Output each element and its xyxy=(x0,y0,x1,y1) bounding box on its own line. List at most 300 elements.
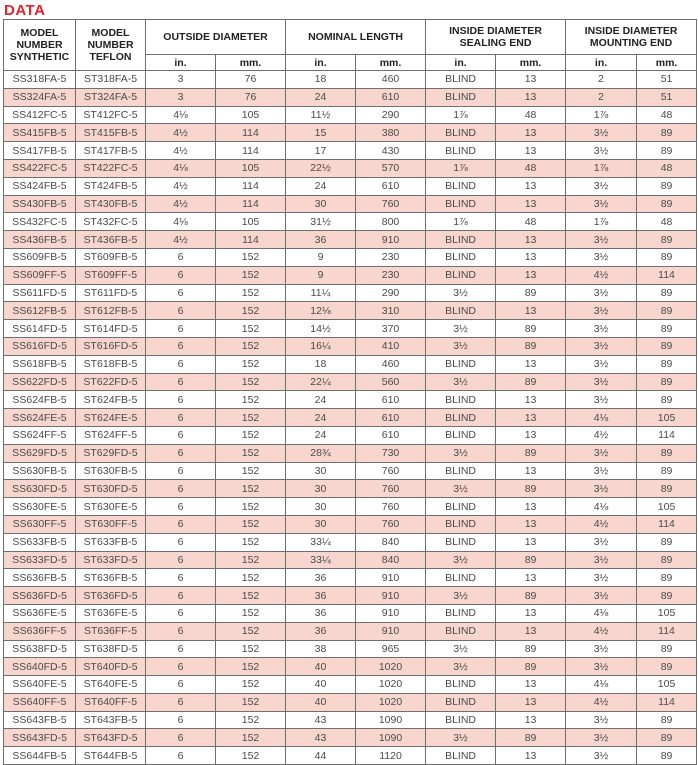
cell-model-teflon: ST436FB-5 xyxy=(76,231,146,249)
cell-od-mm: 152 xyxy=(216,355,286,373)
cell-model-synthetic: SS630FD-5 xyxy=(4,480,76,498)
cell-od-mm: 152 xyxy=(216,462,286,480)
cell-id-mounting-in: 3½ xyxy=(566,142,637,160)
cell-od-in: 6 xyxy=(146,533,216,551)
cell-model-teflon: ST640FD-5 xyxy=(76,658,146,676)
cell-id-mounting-in: 4⅛ xyxy=(566,676,637,694)
cell-length-in: 17 xyxy=(286,142,356,160)
cell-model-teflon: ST636FE-5 xyxy=(76,604,146,622)
table-row xyxy=(4,480,697,498)
cell-id-mounting-in: 3½ xyxy=(566,444,637,462)
cell-id-sealing-in: 3½ xyxy=(426,337,496,355)
cell-od-mm: 152 xyxy=(216,747,286,765)
cell-id-sealing-mm: 89 xyxy=(496,658,566,676)
cell-length-mm: 760 xyxy=(356,195,426,213)
cell-od-mm: 152 xyxy=(216,622,286,640)
cell-od-in: 6 xyxy=(146,587,216,605)
cell-id-sealing-mm: 13 xyxy=(496,142,566,160)
cell-id-mounting-mm: 89 xyxy=(637,124,697,142)
cell-length-mm: 1020 xyxy=(356,693,426,711)
cell-length-mm: 560 xyxy=(356,373,426,391)
cell-od-mm: 152 xyxy=(216,658,286,676)
cell-id-sealing-mm: 89 xyxy=(496,587,566,605)
cell-model-teflon: ST618FB-5 xyxy=(76,355,146,373)
cell-length-in: 36 xyxy=(286,587,356,605)
cell-model-teflon: ST624FF-5 xyxy=(76,426,146,444)
cell-id-sealing-mm: 13 xyxy=(496,622,566,640)
cell-length-mm: 1020 xyxy=(356,658,426,676)
data-table xyxy=(3,19,697,765)
cell-id-mounting-in: 3½ xyxy=(566,391,637,409)
cell-length-mm: 610 xyxy=(356,409,426,427)
cell-od-in: 6 xyxy=(146,391,216,409)
table-row xyxy=(4,498,697,516)
cell-model-synthetic: SS436FB-5 xyxy=(4,231,76,249)
cell-model-synthetic: SS644FB-5 xyxy=(4,747,76,765)
cell-length-in: 12⅛ xyxy=(286,302,356,320)
cell-id-mounting-in: 3½ xyxy=(566,302,637,320)
cell-model-synthetic: SS609FF-5 xyxy=(4,266,76,284)
cell-length-in: 30 xyxy=(286,195,356,213)
cell-od-in: 4½ xyxy=(146,195,216,213)
cell-model-synthetic: SS417FB-5 xyxy=(4,142,76,160)
unit-mm: mm. xyxy=(216,55,286,71)
cell-id-mounting-mm: 48 xyxy=(637,106,697,124)
cell-od-mm: 152 xyxy=(216,444,286,462)
table-row xyxy=(4,711,697,729)
cell-id-sealing-in: BLIND xyxy=(426,88,496,106)
cell-od-mm: 114 xyxy=(216,231,286,249)
cell-model-teflon: ST629FD-5 xyxy=(76,444,146,462)
table-row xyxy=(4,462,697,480)
cell-model-synthetic: SS422FC-5 xyxy=(4,159,76,177)
cell-id-mounting-mm: 89 xyxy=(637,337,697,355)
table-row xyxy=(4,747,697,765)
cell-model-synthetic: SS609FB-5 xyxy=(4,248,76,266)
cell-length-in: 33¼ xyxy=(286,551,356,569)
cell-model-synthetic: SS616FD-5 xyxy=(4,337,76,355)
cell-od-mm: 105 xyxy=(216,106,286,124)
cell-length-in: 15 xyxy=(286,124,356,142)
cell-id-mounting-mm: 89 xyxy=(637,320,697,338)
cell-length-mm: 230 xyxy=(356,248,426,266)
cell-id-mounting-mm: 89 xyxy=(637,480,697,498)
unit-in: in. xyxy=(426,55,496,71)
cell-length-mm: 840 xyxy=(356,551,426,569)
cell-id-sealing-in: 3½ xyxy=(426,444,496,462)
cell-model-teflon: ST640FE-5 xyxy=(76,676,146,694)
cell-od-in: 6 xyxy=(146,320,216,338)
cell-id-mounting-mm: 89 xyxy=(637,711,697,729)
cell-id-mounting-mm: 89 xyxy=(637,533,697,551)
cell-model-synthetic: SS630FF-5 xyxy=(4,515,76,533)
cell-od-in: 4½ xyxy=(146,231,216,249)
cell-od-mm: 152 xyxy=(216,533,286,551)
cell-length-in: 36 xyxy=(286,622,356,640)
cell-model-teflon: ST633FD-5 xyxy=(76,551,146,569)
cell-od-in: 6 xyxy=(146,622,216,640)
cell-id-sealing-in: 1⅞ xyxy=(426,106,496,124)
cell-id-mounting-mm: 89 xyxy=(637,729,697,747)
cell-id-sealing-in: 3½ xyxy=(426,373,496,391)
cell-id-mounting-in: 3½ xyxy=(566,195,637,213)
table-row xyxy=(4,676,697,694)
cell-id-sealing-in: BLIND xyxy=(426,693,496,711)
cell-id-mounting-mm: 105 xyxy=(637,604,697,622)
cell-id-mounting-mm: 89 xyxy=(637,302,697,320)
cell-length-mm: 910 xyxy=(356,231,426,249)
cell-id-mounting-in: 3½ xyxy=(566,587,637,605)
cell-od-in: 6 xyxy=(146,462,216,480)
cell-model-synthetic: SS412FC-5 xyxy=(4,106,76,124)
cell-model-synthetic: SS630FB-5 xyxy=(4,462,76,480)
cell-id-mounting-in: 3½ xyxy=(566,177,637,195)
cell-id-sealing-mm: 89 xyxy=(496,729,566,747)
table-row xyxy=(4,355,697,373)
cell-id-sealing-mm: 48 xyxy=(496,159,566,177)
cell-od-in: 3 xyxy=(146,88,216,106)
cell-od-in: 4½ xyxy=(146,124,216,142)
cell-id-sealing-in: BLIND xyxy=(426,515,496,533)
cell-id-sealing-mm: 13 xyxy=(496,124,566,142)
cell-model-synthetic: SS624FE-5 xyxy=(4,409,76,427)
cell-od-mm: 152 xyxy=(216,515,286,533)
cell-od-in: 6 xyxy=(146,551,216,569)
cell-length-mm: 730 xyxy=(356,444,426,462)
cell-id-mounting-in: 3½ xyxy=(566,124,637,142)
cell-id-mounting-in: 1⅞ xyxy=(566,159,637,177)
cell-id-mounting-mm: 51 xyxy=(637,71,697,89)
table-row xyxy=(4,320,697,338)
cell-length-in: 36 xyxy=(286,569,356,587)
cell-od-in: 6 xyxy=(146,373,216,391)
cell-length-in: 40 xyxy=(286,658,356,676)
cell-model-teflon: ST415FB-5 xyxy=(76,124,146,142)
cell-model-teflon: ST630FD-5 xyxy=(76,480,146,498)
cell-od-mm: 114 xyxy=(216,195,286,213)
cell-length-in: 36 xyxy=(286,604,356,622)
table-row xyxy=(4,142,697,160)
cell-id-sealing-in: BLIND xyxy=(426,498,496,516)
cell-model-synthetic: SS324FA-5 xyxy=(4,88,76,106)
cell-length-in: 22½ xyxy=(286,159,356,177)
cell-id-mounting-mm: 89 xyxy=(637,658,697,676)
cell-id-mounting-mm: 48 xyxy=(637,213,697,231)
table-row xyxy=(4,391,697,409)
cell-od-in: 6 xyxy=(146,355,216,373)
cell-model-teflon: ST624FB-5 xyxy=(76,391,146,409)
table-row xyxy=(4,284,697,302)
table-row xyxy=(4,729,697,747)
cell-model-synthetic: SS640FF-5 xyxy=(4,693,76,711)
cell-id-sealing-in: BLIND xyxy=(426,569,496,587)
cell-od-in: 6 xyxy=(146,337,216,355)
cell-model-teflon: ST643FD-5 xyxy=(76,729,146,747)
cell-model-teflon: ST611FD-5 xyxy=(76,284,146,302)
cell-id-sealing-mm: 13 xyxy=(496,676,566,694)
cell-model-teflon: ST609FF-5 xyxy=(76,266,146,284)
table-row xyxy=(4,569,697,587)
cell-id-mounting-in: 4⅛ xyxy=(566,604,637,622)
cell-model-teflon: ST430FB-5 xyxy=(76,195,146,213)
cell-id-sealing-in: BLIND xyxy=(426,676,496,694)
cell-model-synthetic: SS424FB-5 xyxy=(4,177,76,195)
cell-id-mounting-mm: 105 xyxy=(637,409,697,427)
cell-model-teflon: ST630FB-5 xyxy=(76,462,146,480)
table-row xyxy=(4,302,697,320)
cell-od-mm: 152 xyxy=(216,729,286,747)
cell-id-mounting-mm: 51 xyxy=(637,88,697,106)
cell-id-sealing-mm: 13 xyxy=(496,302,566,320)
cell-od-mm: 114 xyxy=(216,142,286,160)
cell-model-teflon: ST624FE-5 xyxy=(76,409,146,427)
cell-length-mm: 430 xyxy=(356,142,426,160)
cell-model-teflon: ST644FB-5 xyxy=(76,747,146,765)
cell-id-sealing-in: BLIND xyxy=(426,622,496,640)
cell-od-mm: 152 xyxy=(216,391,286,409)
cell-model-synthetic: SS636FB-5 xyxy=(4,569,76,587)
cell-length-in: 40 xyxy=(286,693,356,711)
cell-model-synthetic: SS633FD-5 xyxy=(4,551,76,569)
cell-id-mounting-in: 3½ xyxy=(566,711,637,729)
cell-id-sealing-in: 3½ xyxy=(426,640,496,658)
cell-model-teflon: ST640FF-5 xyxy=(76,693,146,711)
table-row xyxy=(4,248,697,266)
cell-id-sealing-mm: 13 xyxy=(496,355,566,373)
cell-id-sealing-in: BLIND xyxy=(426,711,496,729)
cell-model-synthetic: SS643FD-5 xyxy=(4,729,76,747)
cell-od-in: 6 xyxy=(146,747,216,765)
cell-length-mm: 965 xyxy=(356,640,426,658)
table-row xyxy=(4,587,697,605)
table-row xyxy=(4,159,697,177)
cell-length-mm: 460 xyxy=(356,71,426,89)
cell-model-teflon: ST622FD-5 xyxy=(76,373,146,391)
cell-id-sealing-mm: 13 xyxy=(496,71,566,89)
cell-length-in: 30 xyxy=(286,480,356,498)
cell-od-mm: 152 xyxy=(216,320,286,338)
cell-id-mounting-mm: 105 xyxy=(637,676,697,694)
cell-length-mm: 910 xyxy=(356,622,426,640)
cell-od-mm: 152 xyxy=(216,640,286,658)
cell-id-mounting-mm: 89 xyxy=(637,355,697,373)
cell-id-sealing-mm: 89 xyxy=(496,640,566,658)
header-model-teflon: MODEL NUMBER TEFLON xyxy=(76,20,146,71)
cell-id-mounting-mm: 114 xyxy=(637,426,697,444)
cell-length-mm: 610 xyxy=(356,426,426,444)
cell-id-sealing-mm: 13 xyxy=(496,693,566,711)
cell-length-mm: 800 xyxy=(356,213,426,231)
cell-length-in: 18 xyxy=(286,355,356,373)
cell-length-in: 28¾ xyxy=(286,444,356,462)
cell-length-in: 36 xyxy=(286,231,356,249)
cell-id-mounting-mm: 89 xyxy=(637,747,697,765)
cell-id-mounting-in: 2 xyxy=(566,71,637,89)
cell-id-sealing-in: BLIND xyxy=(426,266,496,284)
cell-od-mm: 76 xyxy=(216,88,286,106)
cell-id-sealing-mm: 89 xyxy=(496,444,566,462)
cell-model-teflon: ST432FC-5 xyxy=(76,213,146,231)
unit-mm: mm. xyxy=(637,55,697,71)
cell-od-mm: 152 xyxy=(216,373,286,391)
cell-length-mm: 1120 xyxy=(356,747,426,765)
cell-od-in: 4⅛ xyxy=(146,213,216,231)
cell-id-sealing-in: BLIND xyxy=(426,142,496,160)
cell-id-mounting-in: 3½ xyxy=(566,355,637,373)
table-row xyxy=(4,71,697,89)
cell-od-in: 6 xyxy=(146,444,216,462)
cell-length-mm: 290 xyxy=(356,106,426,124)
cell-id-sealing-mm: 13 xyxy=(496,231,566,249)
cell-od-mm: 152 xyxy=(216,693,286,711)
cell-id-mounting-mm: 89 xyxy=(637,177,697,195)
cell-length-in: 24 xyxy=(286,177,356,195)
cell-length-in: 40 xyxy=(286,676,356,694)
cell-length-in: 38 xyxy=(286,640,356,658)
cell-length-in: 9 xyxy=(286,248,356,266)
cell-length-mm: 1090 xyxy=(356,711,426,729)
cell-id-sealing-mm: 13 xyxy=(496,177,566,195)
cell-id-sealing-in: BLIND xyxy=(426,462,496,480)
cell-id-sealing-in: BLIND xyxy=(426,391,496,409)
cell-od-in: 4⅛ xyxy=(146,159,216,177)
cell-length-in: 24 xyxy=(286,409,356,427)
cell-model-teflon: ST612FB-5 xyxy=(76,302,146,320)
cell-id-sealing-in: BLIND xyxy=(426,124,496,142)
cell-od-mm: 152 xyxy=(216,480,286,498)
cell-od-mm: 105 xyxy=(216,213,286,231)
cell-model-teflon: ST318FA-5 xyxy=(76,71,146,89)
cell-id-sealing-in: BLIND xyxy=(426,409,496,427)
table-row xyxy=(4,693,697,711)
cell-id-sealing-in: 3½ xyxy=(426,320,496,338)
cell-id-sealing-mm: 89 xyxy=(496,480,566,498)
cell-id-mounting-in: 3½ xyxy=(566,248,637,266)
cell-model-synthetic: SS636FE-5 xyxy=(4,604,76,622)
cell-od-mm: 152 xyxy=(216,409,286,427)
cell-od-in: 6 xyxy=(146,515,216,533)
cell-length-mm: 610 xyxy=(356,177,426,195)
cell-od-mm: 152 xyxy=(216,711,286,729)
cell-od-in: 6 xyxy=(146,248,216,266)
cell-model-teflon: ST638FD-5 xyxy=(76,640,146,658)
table-row xyxy=(4,213,697,231)
cell-id-sealing-mm: 13 xyxy=(496,747,566,765)
cell-id-sealing-in: 3½ xyxy=(426,587,496,605)
cell-model-teflon: ST630FF-5 xyxy=(76,515,146,533)
cell-model-teflon: ST616FD-5 xyxy=(76,337,146,355)
cell-id-sealing-mm: 13 xyxy=(496,462,566,480)
cell-model-teflon: ST643FB-5 xyxy=(76,711,146,729)
cell-model-synthetic: SS432FC-5 xyxy=(4,213,76,231)
cell-od-mm: 152 xyxy=(216,569,286,587)
cell-model-teflon: ST324FA-5 xyxy=(76,88,146,106)
cell-model-teflon: ST636FF-5 xyxy=(76,622,146,640)
table-row xyxy=(4,195,697,213)
cell-id-mounting-mm: 89 xyxy=(637,231,697,249)
cell-od-in: 6 xyxy=(146,569,216,587)
cell-id-sealing-in: 3½ xyxy=(426,551,496,569)
cell-od-in: 4½ xyxy=(146,177,216,195)
cell-length-in: 44 xyxy=(286,747,356,765)
cell-model-synthetic: SS618FB-5 xyxy=(4,355,76,373)
cell-length-in: 30 xyxy=(286,498,356,516)
cell-length-in: 14½ xyxy=(286,320,356,338)
cell-id-sealing-mm: 13 xyxy=(496,248,566,266)
table-row xyxy=(4,515,697,533)
cell-length-in: 22¼ xyxy=(286,373,356,391)
table-row xyxy=(4,409,697,427)
cell-id-mounting-in: 4½ xyxy=(566,693,637,711)
cell-id-sealing-in: BLIND xyxy=(426,248,496,266)
cell-length-mm: 760 xyxy=(356,515,426,533)
cell-id-sealing-mm: 89 xyxy=(496,551,566,569)
cell-od-mm: 105 xyxy=(216,159,286,177)
cell-length-in: 24 xyxy=(286,426,356,444)
cell-id-sealing-mm: 13 xyxy=(496,409,566,427)
cell-length-mm: 910 xyxy=(356,604,426,622)
table-body xyxy=(4,71,697,765)
cell-length-mm: 410 xyxy=(356,337,426,355)
cell-id-sealing-mm: 13 xyxy=(496,88,566,106)
table-row xyxy=(4,106,697,124)
cell-length-in: 18 xyxy=(286,71,356,89)
cell-id-sealing-mm: 13 xyxy=(496,426,566,444)
cell-id-sealing-mm: 13 xyxy=(496,515,566,533)
cell-id-sealing-mm: 89 xyxy=(496,337,566,355)
cell-model-synthetic: SS611FD-5 xyxy=(4,284,76,302)
cell-id-sealing-in: BLIND xyxy=(426,747,496,765)
cell-id-mounting-mm: 89 xyxy=(637,248,697,266)
cell-id-mounting-mm: 114 xyxy=(637,266,697,284)
cell-id-sealing-mm: 89 xyxy=(496,373,566,391)
cell-model-synthetic: SS630FE-5 xyxy=(4,498,76,516)
table-row xyxy=(4,231,697,249)
cell-length-mm: 840 xyxy=(356,533,426,551)
cell-id-sealing-mm: 89 xyxy=(496,320,566,338)
unit-in: in. xyxy=(286,55,356,71)
cell-od-in: 6 xyxy=(146,640,216,658)
cell-length-mm: 460 xyxy=(356,355,426,373)
cell-length-mm: 1090 xyxy=(356,729,426,747)
cell-model-synthetic: SS636FF-5 xyxy=(4,622,76,640)
cell-od-mm: 152 xyxy=(216,604,286,622)
table-row xyxy=(4,640,697,658)
cell-length-mm: 910 xyxy=(356,587,426,605)
cell-length-in: 33¼ xyxy=(286,533,356,551)
cell-id-sealing-in: BLIND xyxy=(426,302,496,320)
cell-od-in: 6 xyxy=(146,711,216,729)
table-row xyxy=(4,533,697,551)
cell-id-mounting-mm: 89 xyxy=(637,569,697,587)
cell-id-mounting-in: 3½ xyxy=(566,640,637,658)
cell-od-in: 6 xyxy=(146,498,216,516)
cell-model-teflon: ST412FC-5 xyxy=(76,106,146,124)
cell-id-mounting-in: 1⅞ xyxy=(566,106,637,124)
cell-length-mm: 370 xyxy=(356,320,426,338)
cell-model-synthetic: SS629FD-5 xyxy=(4,444,76,462)
cell-id-sealing-in: 3½ xyxy=(426,480,496,498)
cell-id-mounting-mm: 89 xyxy=(637,391,697,409)
cell-id-mounting-in: 4½ xyxy=(566,515,637,533)
cell-length-in: 31½ xyxy=(286,213,356,231)
cell-id-mounting-in: 3½ xyxy=(566,462,637,480)
cell-id-mounting-in: 2 xyxy=(566,88,637,106)
cell-model-synthetic: SS640FE-5 xyxy=(4,676,76,694)
cell-id-mounting-in: 3½ xyxy=(566,747,637,765)
cell-length-mm: 230 xyxy=(356,266,426,284)
table-row xyxy=(4,373,697,391)
